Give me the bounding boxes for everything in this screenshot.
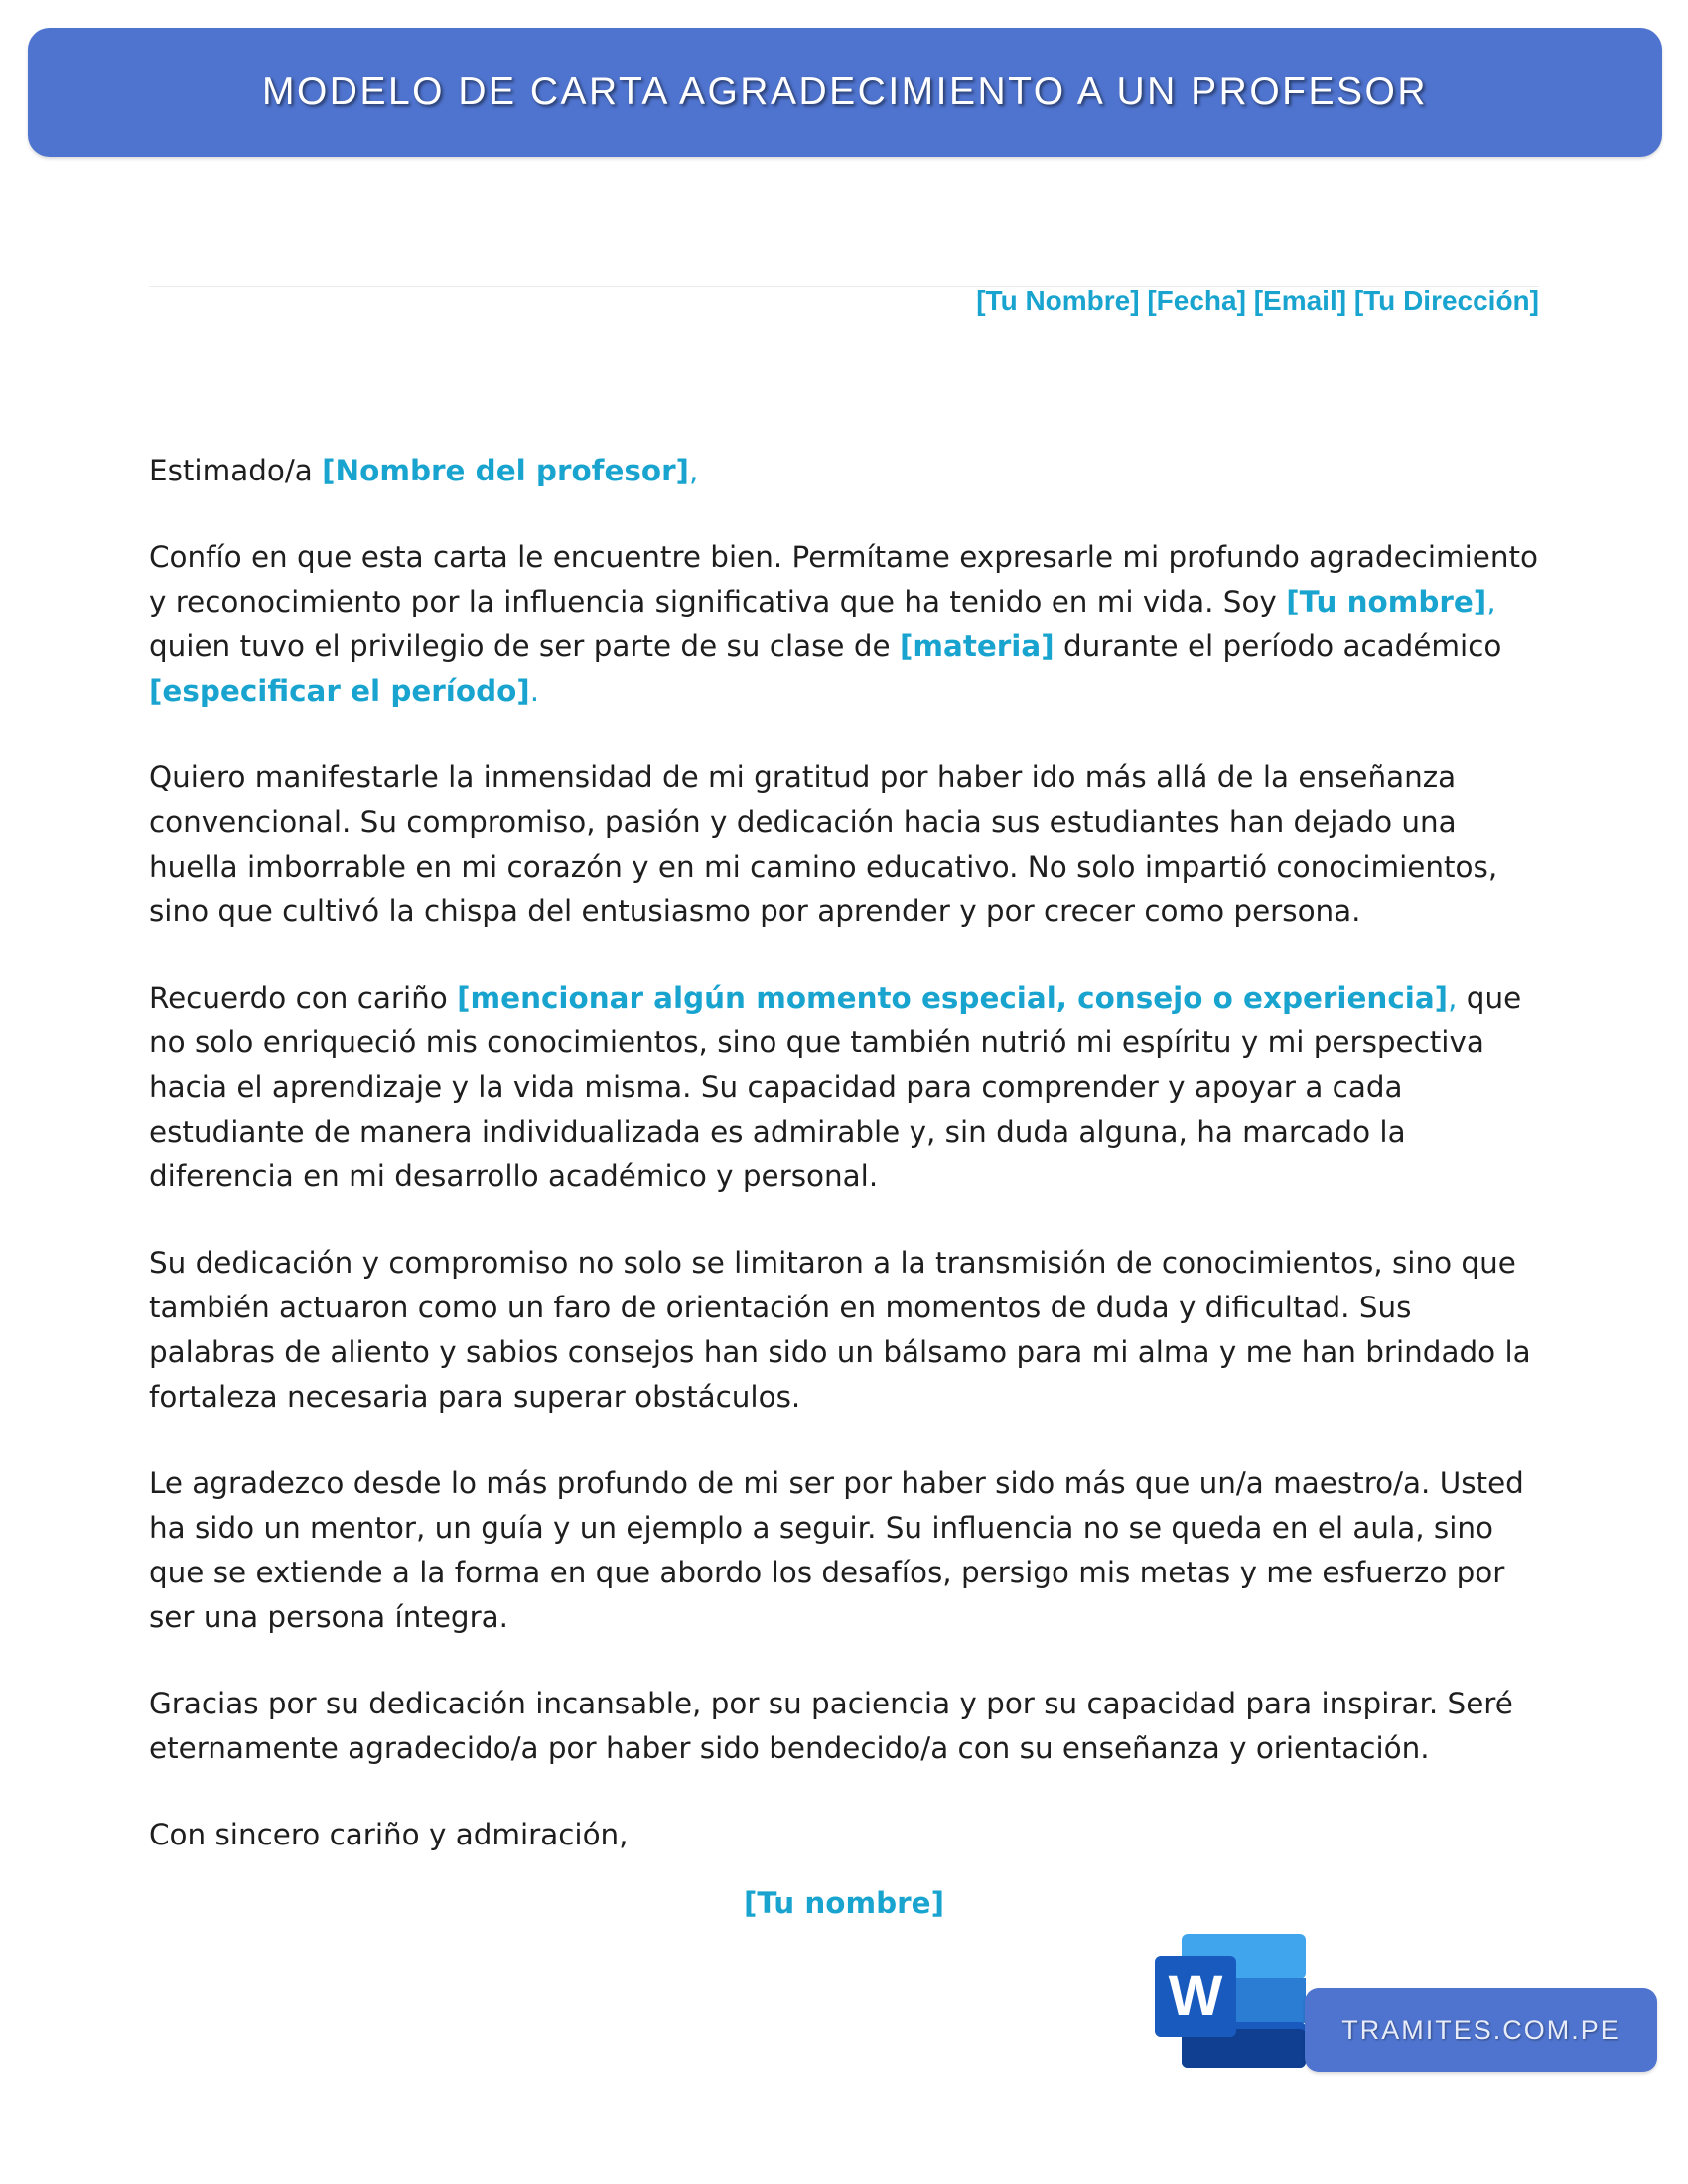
paragraph-intro xyxy=(149,535,1539,714)
greeting xyxy=(149,449,1539,493)
paragraph-guidance: Su dedicación y compromiso no solo se limitaron a la transmisión de conocimientos, sino que también actuaron como un faro de orientación en momentos de duda y dificultad. Sus palabras de aliento y sabios consejos han sido un bálsamo para mi alma y me han brindado la fortaleza necesaria para superar obstáculos. xyxy=(149,1246,1531,1414)
intro-text-a: Confío en que esta carta le encuentre bien. Permítame expresarle mi profundo agradecimiento y reconocimiento por la influencia significativa que ha tenido en mi vida. Soy xyxy=(149,540,1538,618)
intro-comma: , xyxy=(1486,585,1496,618)
site-badge xyxy=(1305,1988,1657,2072)
period-placeholder: [especificar el período] xyxy=(149,674,530,708)
greeting-comma: , xyxy=(689,454,699,487)
intro-text-c: quien tuvo el privilegio de ser parte de su clase de xyxy=(149,629,900,663)
memory-text-c: que no solo enriqueció mis conocimientos, sino que también nutrió mi espíritu y mi perspectiva hacia el aprendizaje y la vida misma. Su capacidad para comprender y apoyar a cada estudiante de manera individualizada es admirable y, sin duda alguna, ha marcado la diferencia en mi desarrollo académico y personal. xyxy=(149,981,1522,1193)
greeting-text: Estimado/a xyxy=(149,454,323,487)
microsoft-word-icon xyxy=(1155,1934,1306,2068)
intro-period: . xyxy=(529,674,540,708)
paragraph-thanks: Gracias por su dedicación incansable, por su paciencia y por su capacidad para inspirar. Seré eternamente agradecido/a por haber sido bendecido/a con su enseñanza y orientación. xyxy=(149,1687,1513,1765)
page-title: MODELO DE CARTA AGRADECIMIENTO A UN PROFESOR xyxy=(261,70,1429,113)
word-logo-letter: W xyxy=(1168,1964,1223,2028)
paragraph-memory xyxy=(149,976,1539,1199)
paragraph-mentor: Le agradezco desde lo más profundo de mi ser por haber sido más que un/a maestro/a. Usted ha sido un mentor, un guía y un ejemplo a seguir. Su influencia no se queda en el aula, sino que se extiende a la forma en que abordo los desafíos, persigo mis metas y me esfuerzo por ser una persona íntegra. xyxy=(149,1466,1524,1634)
title-banner xyxy=(28,28,1662,157)
sender-info: [Tu Nombre] [Fecha] [Email] [Tu Dirección] xyxy=(976,285,1539,316)
signature-placeholder: [Tu nombre] xyxy=(743,1886,945,1920)
closing: Con sincero cariño y admiración, xyxy=(149,1818,629,1851)
memory-comma: , xyxy=(1448,981,1458,1015)
paragraph-gratitude: Quiero manifestarle la inmensidad de mi gratitud por haber ido más allá de la enseñanza convencional. Su compromiso, pasión y dedicación hacia sus estudiantes han dejado una huella imborrable en mi corazón y en mi camino educativo. No solo impartió conocimientos, sino que cultivó la chispa del entusiasmo por aprender y por crecer como persona. xyxy=(149,760,1498,928)
subject-placeholder: [materia] xyxy=(899,629,1055,663)
letter-body xyxy=(149,449,1539,1899)
your-name-placeholder: [Tu nombre] xyxy=(1286,585,1487,618)
professor-name-placeholder: [Nombre del profesor] xyxy=(322,454,689,487)
site-name: TRAMITES.COM.PE xyxy=(1341,2014,1620,2045)
memory-text-a: Recuerdo con cariño xyxy=(149,981,458,1015)
intro-text-d: durante el período académico xyxy=(1054,629,1502,663)
memory-placeholder: [mencionar algún momento especial, consejo o experiencia] xyxy=(457,981,1449,1015)
